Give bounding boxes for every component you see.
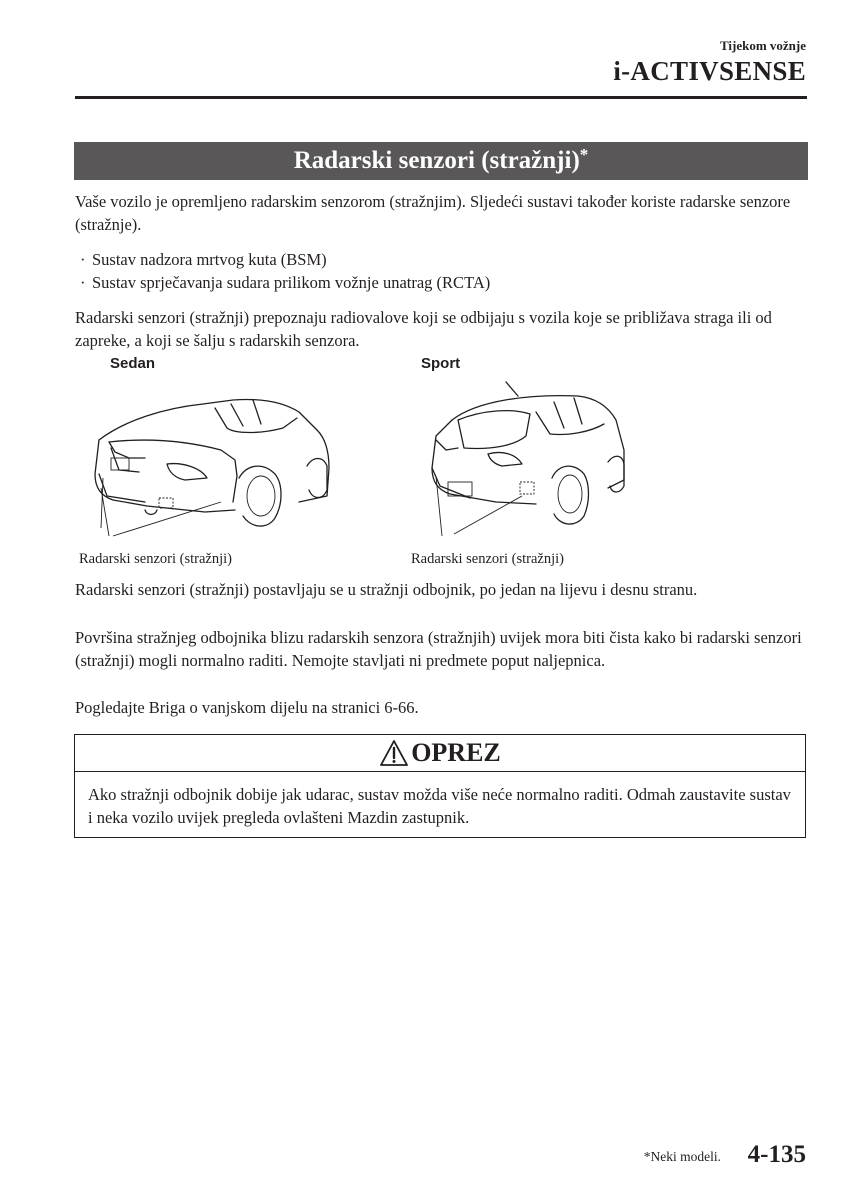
list-item: · Sustav nadzora mrtvog kuta (BSM) <box>80 250 327 269</box>
header-rule <box>75 96 807 99</box>
caution-header <box>75 735 805 772</box>
model-marker: * <box>579 145 589 164</box>
chapter-label: Tijekom vožnje <box>719 38 806 53</box>
section-title: Radarski senzori (stražnji)* <box>293 145 589 174</box>
caution-heading: OPREZ <box>411 738 501 767</box>
sport-rear-illustration <box>418 378 633 548</box>
section-heading: i-ACTIVSENSE <box>613 56 806 86</box>
intro-paragraph: Vaše vozilo je opremljeno radarskim senzorom (stražnjim). Sljedeći sustavi također koriste radarske senzore (stražnje). <box>75 192 791 234</box>
section-title-bar <box>74 142 808 180</box>
figure-caption-sport: Radarski senzori (stražnji) <box>411 551 565 567</box>
page-number: 4-135 <box>747 1141 806 1168</box>
figure-label-sport: Sport <box>421 355 461 372</box>
figure-caption-sedan: Radarski senzori (stražnji) <box>79 551 233 567</box>
system-list <box>80 248 490 294</box>
list-item: · Sustav sprječavanja sudara prilikom vožnje unatrag (RCTA) <box>80 273 491 292</box>
figure-label-sedan: Sedan <box>110 355 156 372</box>
bullet-marker: · <box>80 273 86 292</box>
description-paragraph: Radarski senzori (stražnji) prepoznaju radiovalove koji se odbijaju s vozila koje se približava straga ili od zapreke, a koji se šalju s radarskih senzora. <box>75 308 772 350</box>
reference-paragraph: Pogledajte Briga o vanjskom dijelu na stranici 6-66. <box>75 698 419 717</box>
bullet-marker: · <box>80 250 86 269</box>
sedan-rear-illustration <box>85 378 345 548</box>
caution-text: Ako stražnji odbojnik dobije jak udarac, sustav možda više neće normalno raditi. Odmah zaustavite sustav i neka vozilo uvijek pregleda ovlašteni Mazdin zastupnik. <box>88 785 791 827</box>
caution-box <box>74 734 806 838</box>
cleaning-paragraph: Površina stražnjeg odbojnika blizu radarskih senzora (stražnjih) uvijek mora biti čista kako bi radarski senzori (stražnji) mogli normalno raditi. Nemojte stavljati ni predmete poput naljepnica. <box>75 628 802 670</box>
footnote: *Neki modeli. <box>643 1149 721 1164</box>
mounting-paragraph: Radarski senzori (stražnji) postavljaju se u stražnji odbojnik, po jedan na lijevu i desnu stranu. <box>75 580 698 599</box>
warning-triangle-icon <box>379 739 409 767</box>
